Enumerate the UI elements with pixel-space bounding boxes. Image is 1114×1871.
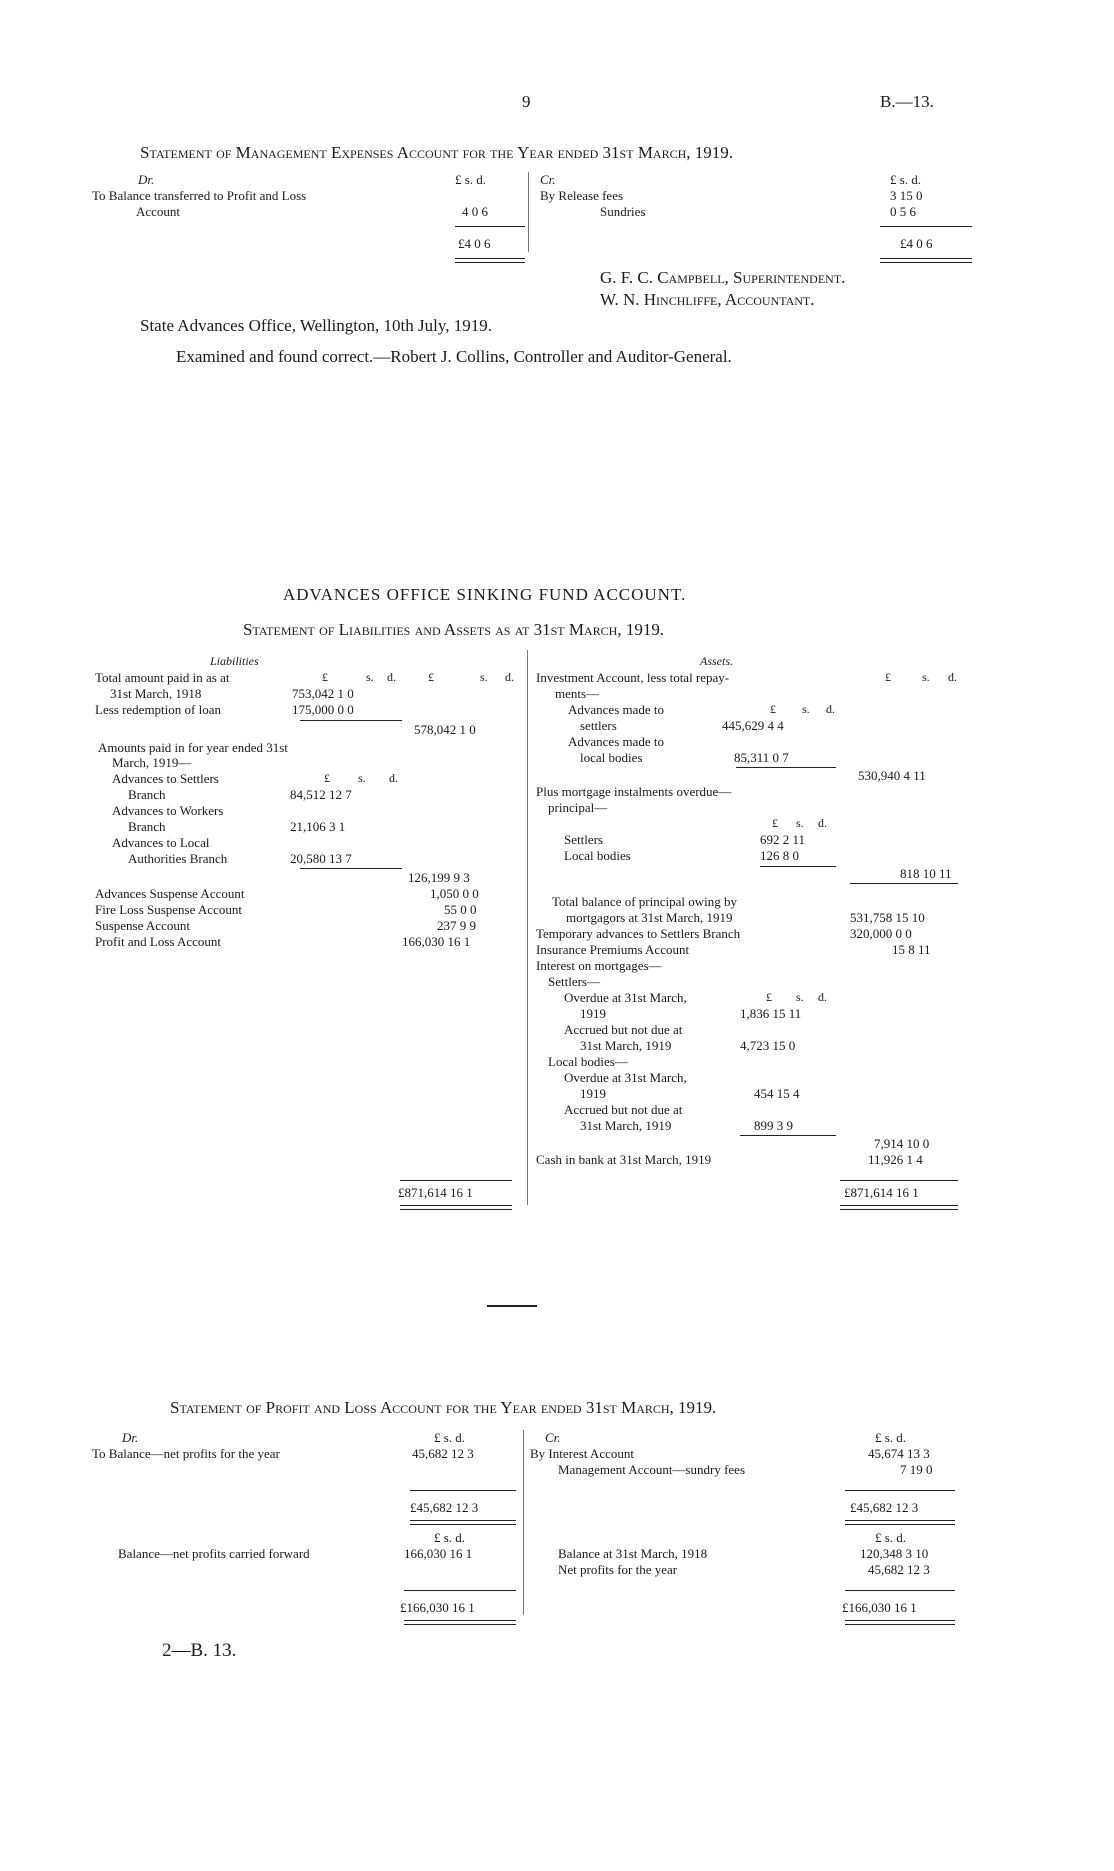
liab-suspense-amount: 1,050 0 0 bbox=[430, 886, 479, 901]
liab-local-amount: 20,580 13 7 bbox=[290, 851, 352, 866]
asset-adv-settlers-label: Advances made to bbox=[568, 702, 665, 717]
asset-plus-pound-header: £ bbox=[772, 816, 778, 830]
page-number: 9 bbox=[522, 92, 531, 111]
pl-cr-double-1 bbox=[845, 1520, 955, 1525]
assets-heading: Assets. bbox=[700, 654, 733, 668]
pl-dr1-label: To Balance—net profits for the year bbox=[92, 1446, 280, 1461]
mgmt-dr-line1: To Balance transferred to Profit and Loss bbox=[92, 188, 307, 203]
asset-interest-settlers: Settlers— bbox=[548, 974, 600, 989]
pl-cr-label: Cr. bbox=[545, 1430, 561, 1445]
liabilities-heading: Liabilities bbox=[210, 654, 259, 668]
asset-cash-amount: 11,926 1 4 bbox=[868, 1152, 923, 1167]
asset-local-accrued-label: Accrued but not due at bbox=[564, 1102, 683, 1117]
liab-pound-header: £ bbox=[322, 670, 328, 684]
asset-plus-label: Plus mortgage instalments overdue— bbox=[536, 784, 732, 799]
asset-plus-local: Local bodies bbox=[564, 848, 631, 863]
pl-cr2-amount: 7 19 0 bbox=[900, 1462, 933, 1477]
asset-adv-local-label2: local bodies bbox=[580, 750, 643, 765]
mgmt-dr-rule bbox=[455, 226, 525, 227]
pl-cr2-label: Management Account—sundry fees bbox=[558, 1462, 746, 1477]
liab-settlers-label: Advances to Settlers bbox=[112, 771, 219, 786]
asset-s-header: s. bbox=[922, 670, 930, 684]
asset-sub-d-header: d. bbox=[826, 702, 835, 716]
liab-fire-label: Fire Loss Suspense Account bbox=[95, 902, 242, 917]
asset-balance-label2: mortgagors at 31st March, 1919 bbox=[566, 910, 733, 925]
pl-cr-rule-2 bbox=[845, 1590, 955, 1591]
liab-rule-grand bbox=[400, 1180, 512, 1181]
asset-local-overdue-amount: 454 15 4 bbox=[754, 1086, 800, 1101]
liab-grand-total: £871,614 16 1 bbox=[398, 1185, 473, 1200]
pl-dr-rule-2 bbox=[404, 1590, 516, 1591]
mgmt-cr-item2: Sundries bbox=[600, 204, 646, 219]
asset-overdue-year: 1919 bbox=[580, 1006, 606, 1021]
asset-grand-total: £871,614 16 1 bbox=[844, 1185, 919, 1200]
pl-cr3-label: Balance at 31st March, 1918 bbox=[558, 1546, 708, 1561]
asset-overdue-label: Overdue at 31st March, bbox=[564, 990, 687, 1005]
pl-title: Statement of Profit and Loss Account for the Year ended 31st March, 1919. bbox=[170, 1398, 717, 1417]
liab-less-amount: 175,000 0 0 bbox=[292, 702, 354, 717]
liab-col2-d-header: d. bbox=[505, 670, 514, 684]
asset-accrued-date: 31st March, 1919 bbox=[580, 1038, 672, 1053]
asset-rule-3 bbox=[850, 883, 958, 884]
asset-overdue-amount: 1,836 15 11 bbox=[740, 1006, 802, 1021]
liab-workers-branch: Branch bbox=[128, 819, 166, 834]
asset-invest-label2: ments— bbox=[555, 686, 600, 701]
liab-suspense2-label: Suspense Account bbox=[95, 918, 190, 933]
pl-dr-label: Dr. bbox=[122, 1430, 139, 1445]
footer-code: 2—B. 13. bbox=[162, 1640, 237, 1661]
liab-d-header: d. bbox=[387, 670, 396, 684]
asset-adv-settlers-amount: 445,629 4 4 bbox=[722, 718, 784, 733]
section-separator bbox=[487, 1305, 537, 1307]
sinking-title: ADVANCES OFFICE SINKING FUND ACCOUNT. bbox=[283, 585, 687, 604]
liab-year-total: 126,199 9 3 bbox=[408, 870, 470, 885]
asset-plus-settlers-amount: 692 2 11 bbox=[760, 832, 806, 847]
liab-year-s-header: s. bbox=[358, 771, 366, 785]
pl-cr-double-2 bbox=[845, 1620, 955, 1625]
liab-settlers-amount: 84,512 12 7 bbox=[290, 787, 352, 802]
liab-settlers-branch: Branch bbox=[128, 787, 166, 802]
mgmt-dr-double-rule bbox=[455, 258, 525, 263]
asset-rule-2 bbox=[760, 866, 836, 867]
liab-fire-amount: 55 0 0 bbox=[444, 902, 477, 917]
liab-col2-pound-header: £ bbox=[428, 670, 434, 684]
asset-invest-label: Investment Account, less total repay- bbox=[536, 670, 730, 685]
liab-rule-1 bbox=[300, 720, 402, 721]
pl-dr2-amount: 166,030 16 1 bbox=[404, 1546, 473, 1561]
asset-rule-grand bbox=[840, 1180, 958, 1181]
asset-d-header: d. bbox=[948, 670, 957, 684]
pl-dr2-lsd: £ s. d. bbox=[434, 1530, 466, 1545]
asset-rule-4 bbox=[740, 1135, 836, 1136]
signature-accountant: W. N. Hinchliffe, Accountant. bbox=[600, 290, 815, 309]
liab-double-rule bbox=[400, 1205, 512, 1210]
asset-int-pound-header: £ bbox=[766, 990, 772, 1004]
asset-local-overdue-label: Overdue at 31st March, bbox=[564, 1070, 687, 1085]
pl-dr1-amount: 45,682 12 3 bbox=[412, 1446, 474, 1461]
pl-dr-double-2 bbox=[404, 1620, 516, 1625]
examined-line: Examined and found correct.—Robert J. Collins, Controller and Auditor-General. bbox=[176, 347, 732, 366]
sinking-subtitle: Statement of Liabilities and Assets as at 31st March, 1919. bbox=[243, 620, 665, 639]
asset-accrued-label: Accrued but not due at bbox=[564, 1022, 683, 1037]
asset-double-rule bbox=[840, 1205, 958, 1210]
asset-cash-label: Cash in bank at 31st March, 1919 bbox=[536, 1152, 712, 1167]
asset-local-overdue-year: 1919 bbox=[580, 1086, 606, 1101]
asset-local-accrued-date: 31st March, 1919 bbox=[580, 1118, 672, 1133]
asset-plus-d-header: d. bbox=[818, 816, 827, 830]
pl-cr2-total: £166,030 16 1 bbox=[842, 1600, 917, 1615]
asset-adv-local-label: Advances made to bbox=[568, 734, 665, 749]
mgmt-dr-line2: Account bbox=[136, 204, 181, 219]
liab-total-paid-label: Total amount paid in as at bbox=[95, 670, 230, 685]
mgmt-dr-label: Dr. bbox=[138, 172, 155, 187]
liab-less-label: Less redemption of loan bbox=[95, 702, 221, 717]
asset-temp-label: Temporary advances to Settlers Branch bbox=[536, 926, 741, 941]
mgmt-title: Statement of Management Expenses Account for the Year ended 31st March, 1919. bbox=[140, 143, 734, 162]
liab-col2-s-header: s. bbox=[480, 670, 488, 684]
asset-plus-s-header: s. bbox=[796, 816, 804, 830]
pl-dr2-total: £166,030 16 1 bbox=[400, 1600, 475, 1615]
asset-insurance-amount: 15 8 11 bbox=[892, 942, 931, 957]
asset-int-d-header: d. bbox=[818, 990, 827, 1004]
asset-sub-s-header: s. bbox=[802, 702, 810, 716]
pl-dr-rule-1 bbox=[410, 1490, 516, 1491]
pl-cr4-label: Net profits for the year bbox=[558, 1562, 678, 1577]
asset-balance-label: Total balance of principal owing by bbox=[552, 894, 738, 909]
pl-divider bbox=[523, 1430, 524, 1615]
liab-net-amount: 578,042 1 0 bbox=[414, 722, 476, 737]
asset-interest-label: Interest on mortgages— bbox=[536, 958, 662, 973]
pl-dr-lsd: £ s. d. bbox=[434, 1430, 466, 1445]
asset-plus-label2: principal— bbox=[548, 800, 608, 815]
mgmt-dr-amount: 4 0 6 bbox=[462, 204, 488, 219]
liab-total-paid-date: 31st March, 1918 bbox=[110, 686, 202, 701]
asset-sub-pound-header: £ bbox=[770, 702, 776, 716]
mgmt-cr-double-rule bbox=[880, 258, 972, 263]
liab-year-pound-header: £ bbox=[324, 771, 330, 785]
mgmt-lsd-header: £ s. d. bbox=[455, 172, 487, 187]
pl-cr-total: £45,682 12 3 bbox=[850, 1500, 919, 1515]
liab-year-d-header: d. bbox=[389, 771, 398, 785]
asset-plus-local-amount: 126 8 0 bbox=[760, 848, 799, 863]
asset-plus-total: 818 10 11 bbox=[900, 866, 952, 881]
asset-pound-header: £ bbox=[885, 670, 891, 684]
pl-cr-rule-1 bbox=[845, 1490, 955, 1491]
mgmt-cr-amt1: 3 15 0 bbox=[890, 188, 923, 203]
pl-cr2-lsd: £ s. d. bbox=[875, 1530, 907, 1545]
liab-rule-2 bbox=[300, 868, 402, 869]
liab-total-paid-amount: 753,042 1 0 bbox=[292, 686, 354, 701]
asset-interest-total: 7,914 10 0 bbox=[874, 1136, 930, 1151]
document-code: B.—13. bbox=[880, 92, 934, 111]
office-date: State Advances Office, Wellington, 10th July, 1919. bbox=[140, 316, 492, 335]
liab-suspense-label: Advances Suspense Account bbox=[95, 886, 245, 901]
asset-insurance-label: Insurance Premiums Account bbox=[536, 942, 690, 957]
liab-amounts-date: March, 1919— bbox=[112, 755, 192, 770]
pl-cr4-amount: 45,682 12 3 bbox=[868, 1562, 930, 1577]
asset-balance-amount: 531,758 15 10 bbox=[850, 910, 925, 925]
pl-cr1-label: By Interest Account bbox=[530, 1446, 634, 1461]
asset-adv-local-amount: 85,311 0 7 bbox=[734, 750, 789, 765]
asset-adv-settlers-label2: settlers bbox=[580, 718, 617, 733]
signature-superintendent: G. F. C. Campbell, Superintendent. bbox=[600, 268, 846, 287]
sinking-divider bbox=[527, 650, 528, 1205]
pl-dr2-label: Balance—net profits carried forward bbox=[118, 1546, 310, 1561]
asset-interest-local: Local bodies— bbox=[548, 1054, 628, 1069]
mgmt-cr-label: Cr. bbox=[540, 172, 556, 187]
mgmt-dr-total: £4 0 6 bbox=[458, 236, 491, 251]
pl-cr1-amount: 45,674 13 3 bbox=[868, 1446, 930, 1461]
pl-cr-lsd: £ s. d. bbox=[875, 1430, 907, 1445]
liab-workers-amount: 21,106 3 1 bbox=[290, 819, 346, 834]
asset-int-s-header: s. bbox=[796, 990, 804, 1004]
asset-local-accrued-amount: 899 3 9 bbox=[754, 1118, 793, 1133]
liab-local-branch: Authorities Branch bbox=[128, 851, 228, 866]
asset-rule-1 bbox=[736, 767, 836, 768]
liab-workers-label: Advances to Workers bbox=[112, 803, 224, 818]
liab-s-header: s. bbox=[366, 670, 374, 684]
asset-accrued-amount: 4,723 15 0 bbox=[740, 1038, 796, 1053]
mgmt-cr-lsd-header: £ s. d. bbox=[890, 172, 922, 187]
pl-dr-double-1 bbox=[410, 1520, 516, 1525]
asset-temp-amount: 320,000 0 0 bbox=[850, 926, 912, 941]
liab-pl-amount: 166,030 16 1 bbox=[402, 934, 471, 949]
asset-plus-settlers: Settlers bbox=[564, 832, 603, 847]
mgmt-cr-item1: By Release fees bbox=[540, 188, 624, 203]
liab-suspense2-amount: 237 9 9 bbox=[437, 918, 476, 933]
asset-invest-total: 530,940 4 11 bbox=[858, 768, 926, 783]
liab-pl-label: Profit and Loss Account bbox=[95, 934, 222, 949]
pl-cr3-amount: 120,348 3 10 bbox=[860, 1546, 929, 1561]
liab-amounts-label: Amounts paid in for year ended 31st bbox=[98, 740, 288, 755]
mgmt-cr-rule bbox=[880, 226, 972, 227]
mgmt-divider bbox=[528, 172, 529, 252]
pl-dr1-total: £45,682 12 3 bbox=[410, 1500, 479, 1515]
mgmt-cr-total: £4 0 6 bbox=[900, 236, 933, 251]
mgmt-cr-amt2: 0 5 6 bbox=[890, 204, 916, 219]
liab-local-label: Advances to Local bbox=[112, 835, 210, 850]
